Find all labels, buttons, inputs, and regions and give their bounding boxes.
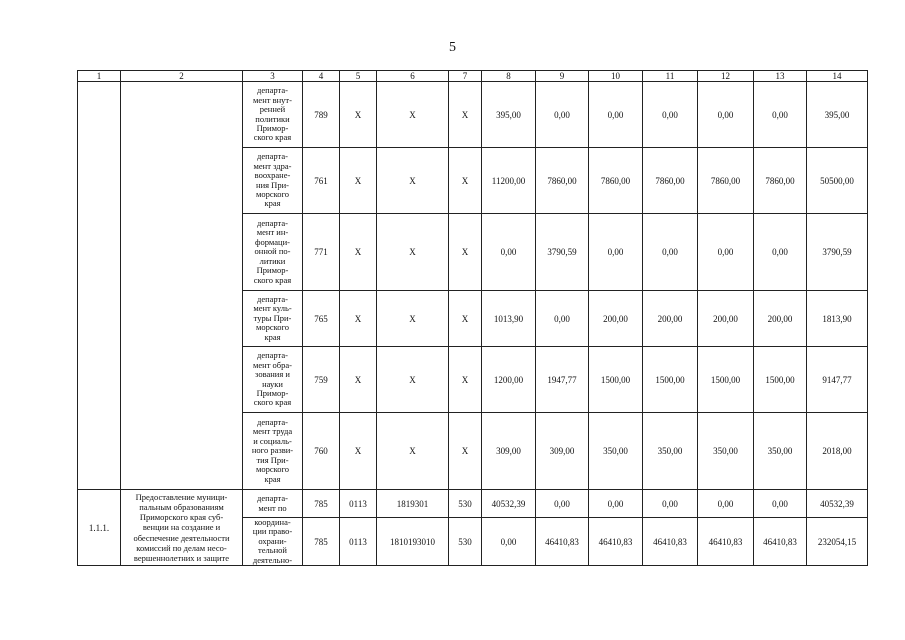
- table-cell: 46410,83: [536, 518, 589, 566]
- table-cell: 40532,39: [807, 490, 868, 518]
- table-cell: 0,00: [589, 82, 643, 148]
- table-cell: 0,00: [754, 82, 807, 148]
- table-cell: Х: [340, 148, 377, 214]
- column-number: 5: [340, 71, 377, 82]
- column-number: 1: [78, 71, 121, 82]
- table-cell: 395,00: [482, 82, 536, 148]
- column-number: 4: [303, 71, 340, 82]
- column-number: 12: [698, 71, 754, 82]
- table-row: [78, 490, 868, 518]
- table-cell: Х: [340, 413, 377, 490]
- table-cell: 0,00: [643, 82, 698, 148]
- column-number: 8: [482, 71, 536, 82]
- table-cell: 200,00: [754, 291, 807, 347]
- table-cell: 350,00: [754, 413, 807, 490]
- table-cell: 1200,00: [482, 347, 536, 413]
- table-cell: 11200,00: [482, 148, 536, 214]
- table-cell: 309,00: [536, 413, 589, 490]
- table-cell: 1500,00: [643, 347, 698, 413]
- table-cell: 350,00: [589, 413, 643, 490]
- table-cell: 0,00: [536, 291, 589, 347]
- table-cell: 0,00: [536, 82, 589, 148]
- table-cell: Х: [449, 413, 482, 490]
- table-cell: 350,00: [643, 413, 698, 490]
- table-cell: 0,00: [589, 490, 643, 518]
- table-cell: 7860,00: [643, 148, 698, 214]
- item-code: 1.1.1.: [78, 490, 121, 566]
- table-cell: 1810193010: [377, 518, 449, 566]
- table-cell: 200,00: [698, 291, 754, 347]
- page-number: 5: [449, 40, 456, 55]
- table-cell: Х: [377, 347, 449, 413]
- table-cell: 0,00: [698, 82, 754, 148]
- table-cell: Х: [340, 291, 377, 347]
- table-cell: 2018,00: [807, 413, 868, 490]
- table-cell: 760: [303, 413, 340, 490]
- table-cell: Х: [449, 148, 482, 214]
- table-cell: Х: [377, 148, 449, 214]
- table-cell: 0,00: [754, 214, 807, 291]
- department-cell: координа- ции право- охрани- тельной деятельно-: [243, 518, 303, 566]
- table-cell: 3790,59: [807, 214, 868, 291]
- table-cell: Х: [377, 413, 449, 490]
- table-cell: 0,00: [482, 518, 536, 566]
- column-number: 13: [754, 71, 807, 82]
- table-cell: 785: [303, 518, 340, 566]
- department-cell: департа- мент обра- зования и науки Примор- ского края: [243, 347, 303, 413]
- table-cell: 771: [303, 214, 340, 291]
- table-cell: Х: [340, 214, 377, 291]
- column-number: 10: [589, 71, 643, 82]
- department-cell: департа- мент ин- формаци- онной по- литики Примор- ского края: [243, 214, 303, 291]
- table-cell: 1947,77: [536, 347, 589, 413]
- empty-description-cell: [121, 82, 243, 490]
- item-description: Предоставление муници- пальным образованиям Приморского края суб- венции на создание и обеспечение деятельности комиссий по делам несо- вершеннолетних и защите: [121, 490, 243, 566]
- table-cell: 0,00: [536, 490, 589, 518]
- table-cell: 7860,00: [589, 148, 643, 214]
- table-cell: 200,00: [643, 291, 698, 347]
- table-cell: 200,00: [589, 291, 643, 347]
- table-cell: 761: [303, 148, 340, 214]
- table-cell: 0,00: [698, 214, 754, 291]
- column-number: 9: [536, 71, 589, 82]
- table-cell: Х: [340, 82, 377, 148]
- table-cell: 765: [303, 291, 340, 347]
- column-number: 6: [377, 71, 449, 82]
- table-cell: 46410,83: [643, 518, 698, 566]
- column-number: 14: [807, 71, 868, 82]
- column-number: 11: [643, 71, 698, 82]
- table-cell: 7860,00: [754, 148, 807, 214]
- department-cell: департа- мент здра- воохране- ния При- морского края: [243, 148, 303, 214]
- empty-code-cell: [78, 82, 121, 490]
- table-cell: 50500,00: [807, 148, 868, 214]
- table-cell: Х: [377, 82, 449, 148]
- table-cell: 40532,39: [482, 490, 536, 518]
- table-cell: 1500,00: [698, 347, 754, 413]
- table-cell: 530: [449, 490, 482, 518]
- table-cell: Х: [449, 82, 482, 148]
- table-cell: 3790,59: [536, 214, 589, 291]
- table-cell: 1500,00: [589, 347, 643, 413]
- table-cell: 1813,90: [807, 291, 868, 347]
- table-cell: 0,00: [698, 490, 754, 518]
- table-cell: Х: [449, 291, 482, 347]
- table-cell: Х: [377, 214, 449, 291]
- table-cell: 0,00: [589, 214, 643, 291]
- table-cell: 1500,00: [754, 347, 807, 413]
- table-cell: 9147,77: [807, 347, 868, 413]
- table-cell: 0113: [340, 490, 377, 518]
- table-cell: 759: [303, 347, 340, 413]
- column-number: 7: [449, 71, 482, 82]
- column-number: 3: [243, 71, 303, 82]
- table-cell: 350,00: [698, 413, 754, 490]
- department-cell: департа- мент по: [243, 490, 303, 518]
- table-cell: 1013,90: [482, 291, 536, 347]
- department-cell: департа- мент труда и социаль- ного разви- тия При- морского края: [243, 413, 303, 490]
- table-cell: Х: [449, 214, 482, 291]
- table-cell: 7860,00: [698, 148, 754, 214]
- table-row: [78, 82, 868, 148]
- table-cell: 0,00: [482, 214, 536, 291]
- table-cell: 789: [303, 82, 340, 148]
- table-cell: Х: [449, 347, 482, 413]
- table-cell: 46410,83: [698, 518, 754, 566]
- department-cell: департа- мент внут- ренней политики Примор- ского края: [243, 82, 303, 148]
- table-cell: 309,00: [482, 413, 536, 490]
- table-cell: 1819301: [377, 490, 449, 518]
- table-cell: 0,00: [754, 490, 807, 518]
- header-row: [78, 71, 868, 82]
- department-cell: департа- мент куль- туры При- морского края: [243, 291, 303, 347]
- table-cell: Х: [340, 347, 377, 413]
- table-cell: 530: [449, 518, 482, 566]
- table-cell: Х: [377, 291, 449, 347]
- table-cell: 7860,00: [536, 148, 589, 214]
- column-number: 2: [121, 71, 243, 82]
- table-cell: 0,00: [643, 490, 698, 518]
- budget-table: [77, 70, 868, 566]
- table-cell: 395,00: [807, 82, 868, 148]
- table-cell: 0,00: [643, 214, 698, 291]
- table-cell: 232054,15: [807, 518, 868, 566]
- table-cell: 46410,83: [589, 518, 643, 566]
- table-cell: 785: [303, 490, 340, 518]
- table-cell: 46410,83: [754, 518, 807, 566]
- table-cell: 0113: [340, 518, 377, 566]
